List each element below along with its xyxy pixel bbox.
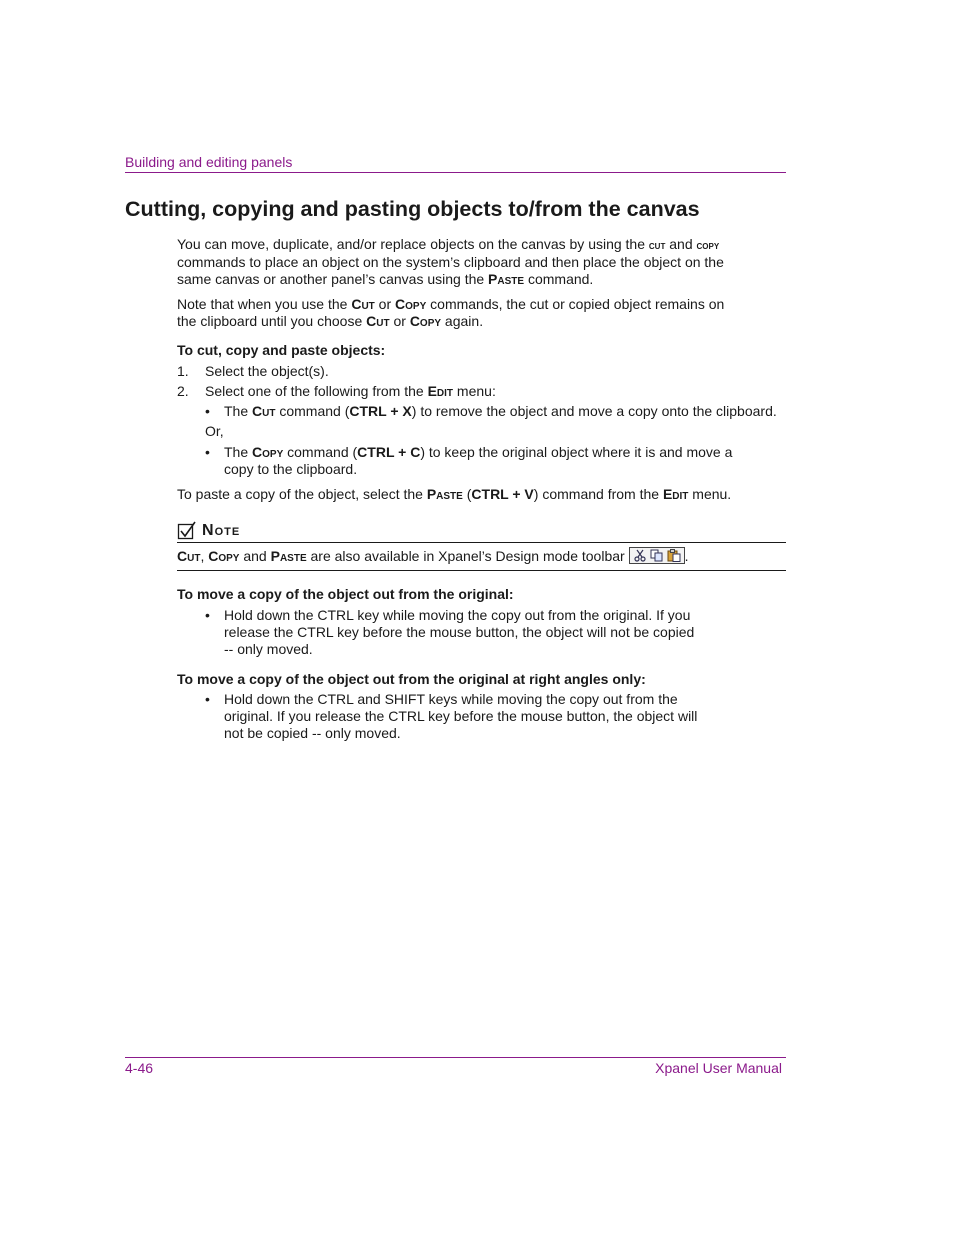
bullet-ctrl-text xyxy=(224,607,764,658)
step-1-text: Select the object(s). xyxy=(205,363,329,379)
copy-command: Copy xyxy=(252,444,284,460)
text: or xyxy=(389,313,410,329)
procedure-heading-cut-copy-paste: To cut, copy and paste objects: xyxy=(177,342,386,358)
text: To paste a copy of the object, select the xyxy=(177,486,427,502)
text: Hold down the CTRL and SHIFT keys while moving the copy out from the xyxy=(224,691,678,707)
checkbox-note-icon xyxy=(177,521,197,541)
intro-paragraph-1 xyxy=(177,236,777,288)
copy-command: Copy xyxy=(409,313,442,329)
manual-title: Xpanel User Manual xyxy=(655,1060,782,1076)
copy-command: Copy xyxy=(395,296,427,312)
bullet: • xyxy=(205,607,210,623)
text: Select one of the following from the xyxy=(205,383,428,399)
edit-menu: Edit xyxy=(427,383,454,399)
bullet-cut-text xyxy=(224,403,777,420)
text: original. If you release the CTRL key before the mouse button, the object will xyxy=(224,708,698,724)
text: copy to the clipboard. xyxy=(224,461,358,477)
step-number: 2. xyxy=(177,383,189,399)
text: same canvas or another panel’s canvas using the xyxy=(177,271,489,287)
step-2-text xyxy=(205,383,496,400)
or-text: Or, xyxy=(205,423,224,439)
note-bottom-rule xyxy=(177,570,786,571)
text: ) to keep the original object where it is and move a xyxy=(420,444,733,460)
procedure-heading-right-angles: To move a copy of the object out from the original at right angles only: xyxy=(177,671,646,687)
design-toolbar-image xyxy=(629,547,685,564)
text: commands to place an object on the system’s clipboard and then place the object on the xyxy=(177,254,724,270)
bullet: • xyxy=(205,691,210,707)
running-header: Building and editing panels xyxy=(125,154,293,170)
text: release the CTRL key before the mouse button, the object will not be copied xyxy=(224,624,695,640)
intro-paragraph-2 xyxy=(177,296,777,330)
text: and xyxy=(239,548,271,564)
copy-icon xyxy=(650,549,664,562)
shortcut-key: CTRL + C xyxy=(357,444,421,460)
paste-instruction xyxy=(177,486,777,503)
copy-command: copy xyxy=(696,238,720,252)
procedure-heading-move-copy: To move a copy of the object out from the original: xyxy=(177,586,514,602)
shortcut-key: CTRL + X xyxy=(349,403,412,419)
text: or xyxy=(374,296,396,312)
bullet: • xyxy=(205,403,210,419)
scissors-icon xyxy=(633,549,647,562)
footer-rule xyxy=(125,1057,786,1058)
text: command. xyxy=(524,271,594,287)
text: menu: xyxy=(453,383,496,399)
text: ( xyxy=(462,486,472,502)
bullet: • xyxy=(205,444,210,460)
paste-command: Paste xyxy=(270,548,307,564)
paste-command: Paste xyxy=(488,271,525,287)
text: and xyxy=(665,236,697,252)
note-top-rule xyxy=(177,542,786,543)
text: ) to remove the object and move a copy onto the clipboard. xyxy=(411,403,777,419)
note-label xyxy=(202,522,240,540)
text: -- only moved. xyxy=(224,641,313,657)
text: command ( xyxy=(283,444,358,460)
text: , xyxy=(200,548,209,564)
text: N xyxy=(202,522,215,539)
page-title: Cutting, copying and pasting objects to/from the canvas xyxy=(125,197,700,221)
header-rule xyxy=(125,172,786,173)
text: The xyxy=(224,403,253,419)
text: not be copied -- only moved. xyxy=(224,725,401,741)
text: commands, the cut or copied object remains on xyxy=(426,296,725,312)
text: again. xyxy=(441,313,484,329)
text: are also available in Xpanel’s Design mode toolbar xyxy=(306,548,629,564)
text: ) command from the xyxy=(533,486,663,502)
edit-menu: Edit xyxy=(662,486,689,502)
paste-icon xyxy=(667,549,681,562)
text: Hold down the CTRL key while moving the copy out from the original. If you xyxy=(224,607,691,623)
text: Note that when you use the xyxy=(177,296,352,312)
text: menu. xyxy=(688,486,732,502)
text: the clipboard until you choose xyxy=(177,313,367,329)
cut-command: Cut xyxy=(366,313,390,329)
paste-command: Paste xyxy=(426,486,463,502)
shortcut-key: CTRL + V xyxy=(471,486,534,502)
note-text xyxy=(177,547,688,565)
bullet-ctrl-shift-text xyxy=(224,691,764,742)
text: . xyxy=(684,548,689,564)
cut-command: Cut xyxy=(177,548,201,564)
text: You can move, duplicate, and/or replace objects on the canvas by using the xyxy=(177,236,649,252)
text: The xyxy=(224,444,253,460)
copy-command: Copy xyxy=(208,548,240,564)
text: ote xyxy=(214,522,241,539)
cut-command: Cut xyxy=(252,403,276,419)
cut-command: cut xyxy=(648,238,666,252)
bullet-copy-text xyxy=(224,444,764,478)
text: command ( xyxy=(275,403,350,419)
cut-command: Cut xyxy=(351,296,375,312)
step-number: 1. xyxy=(177,363,189,379)
page-number: 4-46 xyxy=(125,1060,154,1076)
